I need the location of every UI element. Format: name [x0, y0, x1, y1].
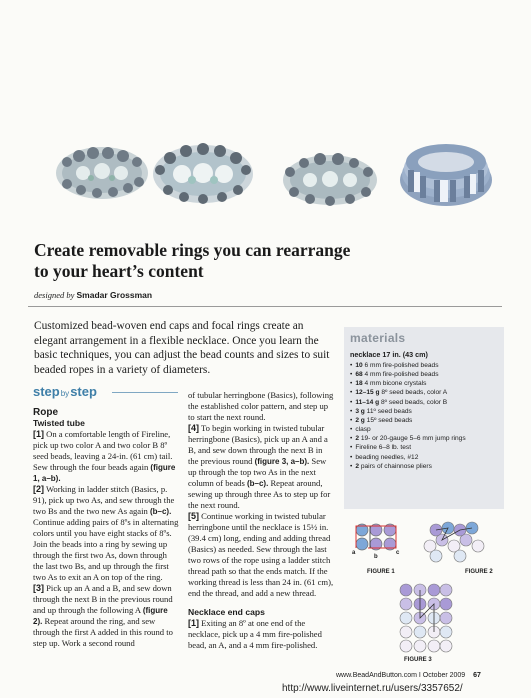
- materials-item: • 3 g 11º seed beads: [350, 407, 500, 416]
- materials-item: • 12–15 g 8º seed beads, color A: [350, 388, 500, 397]
- figure-1-diagram: [350, 518, 410, 568]
- step-1: [1] On a comfortable length of Fireline, pick up two color A and two color B 8º seed beads, leaving a 24-in. (61 cm) tail. Sew through the four beads again (figure 1, a–b).: [33, 429, 176, 483]
- step-word-2: step: [70, 384, 97, 399]
- figure-3-caption: FIGURE 3: [404, 657, 432, 663]
- materials-item: • Fireline 6–8 lb. test: [350, 443, 500, 452]
- materials-item: • 2 g 15º seed beads: [350, 416, 500, 425]
- footer-site: www.BeadAndButton.com: [336, 672, 417, 679]
- figure-3-diagram: [396, 582, 454, 654]
- instructions-column-1: [33, 407, 179, 649]
- materials-item: • beading needles, #12: [350, 453, 500, 462]
- watermark-url[interactable]: http://www.liveinternet.ru/users/3357652/: [282, 683, 463, 694]
- footer-issue: October 2009: [422, 672, 466, 679]
- step-4: [4] To begin working in twisted tubular herringbone (Basics), pick up an A and a B, and sew down through the next B in the previous round (figure 3, a–b). Sew up through the top two As in the next column of beads (b–c). Repeat around, sewing up through three As to step up for the next round.: [188, 423, 331, 510]
- ring-photo-3: [280, 150, 380, 208]
- step-3: [3] Pick up an A and a B, and sew down through the next B in the previous round and up through the following A (figure 2). Repeat around the ring, and sew through the first A added in this round to step up. Work a second round: [33, 583, 173, 648]
- figure-1-label-b: b: [374, 554, 378, 560]
- step-word-by: by: [60, 389, 70, 398]
- figure-1-label-c: c: [396, 550, 400, 556]
- ring-photo-2: [150, 140, 256, 206]
- step-5: [5] Continue working in twisted tubular herringbone until the necklace is 15½ in. (39.4 cm) long, ending and adding thread (Basics) as needed. Sew through the last two rows of the rope using a ladder stitch thread path so that the ends match. If the working thread is less than 24 in. (61 cm), end the thread, and add a new thread.: [188, 511, 334, 598]
- intro-paragraph: Customized bead-woven end caps and focal rings create an elegant arrangement in a flexible necklace. Once you learn the basic techniques, you can adjust the bead counts and sizes to suit beaded ropes in a variety of diameters.: [34, 320, 330, 376]
- figure-2-caption: FIGURE 2: [465, 569, 493, 575]
- page-title: Create removable rings you can rearrange to your heart’s content: [34, 240, 351, 281]
- materials-item: • clasp: [350, 425, 500, 434]
- figure-1-caption: FIGURE 1: [367, 569, 395, 575]
- materials-item: • 11–14 g 8º seed beads, color B: [350, 398, 500, 407]
- figure-2-diagram: [422, 520, 494, 564]
- subheading-end-caps: Necklace end caps: [188, 607, 265, 617]
- continued-text: of tubular herringbone (Basics), following the established color pattern, and step up to start the next round.: [188, 390, 334, 422]
- materials-item: • 2 19- or 20-gauge 5–6 mm jump rings: [350, 434, 500, 443]
- subheading-twisted-tube: Twisted tube: [33, 418, 85, 428]
- step-by-step-heading: [33, 384, 97, 399]
- materials-box: [344, 327, 504, 509]
- materials-heading: materials: [350, 331, 406, 345]
- instructions-column-2: [188, 390, 334, 651]
- materials-item: • 68 4 mm fire-polished beads: [350, 370, 500, 379]
- ring-photo-1: [53, 140, 151, 202]
- materials-item: • 2 pairs of chainnose pliers: [350, 462, 500, 471]
- ring-photo-4-stack: [398, 140, 494, 210]
- figure-1-label-a: a: [352, 550, 356, 556]
- byline: [34, 290, 152, 300]
- materials-item: • 10 6 mm fire-polished beads: [350, 361, 500, 370]
- materials-item: • 18 4 mm bicone crystals: [350, 379, 500, 388]
- step-word-1: step: [33, 384, 60, 399]
- byline-prefix: designed by: [34, 290, 75, 300]
- materials-subheading: necklace 17 in. (43 cm): [350, 350, 428, 359]
- step-heading-rule: [112, 392, 178, 393]
- step-end-caps-1: [1] Exiting an 8º at one end of the necklace, pick up a 4 mm fire-polished bead, an A, and a 4 mm fire-polished.: [188, 618, 322, 650]
- page-number: 67: [473, 672, 481, 679]
- section-heading-rope: Rope: [33, 407, 58, 418]
- step-2: [2] Working in ladder stitch (Basics, p. 91), pick up two As, and sew through the two Bs and the two new As again (b–c). Continue adding pairs of 8ºs in alternating colors until you have eight stacks of 8ºs. Join the beads into a ring by sewing up through the first two As, down through the last two Bs, and up through the first two As to exit an A on top of the ring.: [33, 484, 179, 582]
- byline-author: Smadar Grossman: [76, 290, 153, 300]
- page-footer: www.BeadAndButton.com I October 2009 67: [336, 672, 481, 679]
- divider: [28, 306, 502, 307]
- materials-list: [350, 361, 500, 471]
